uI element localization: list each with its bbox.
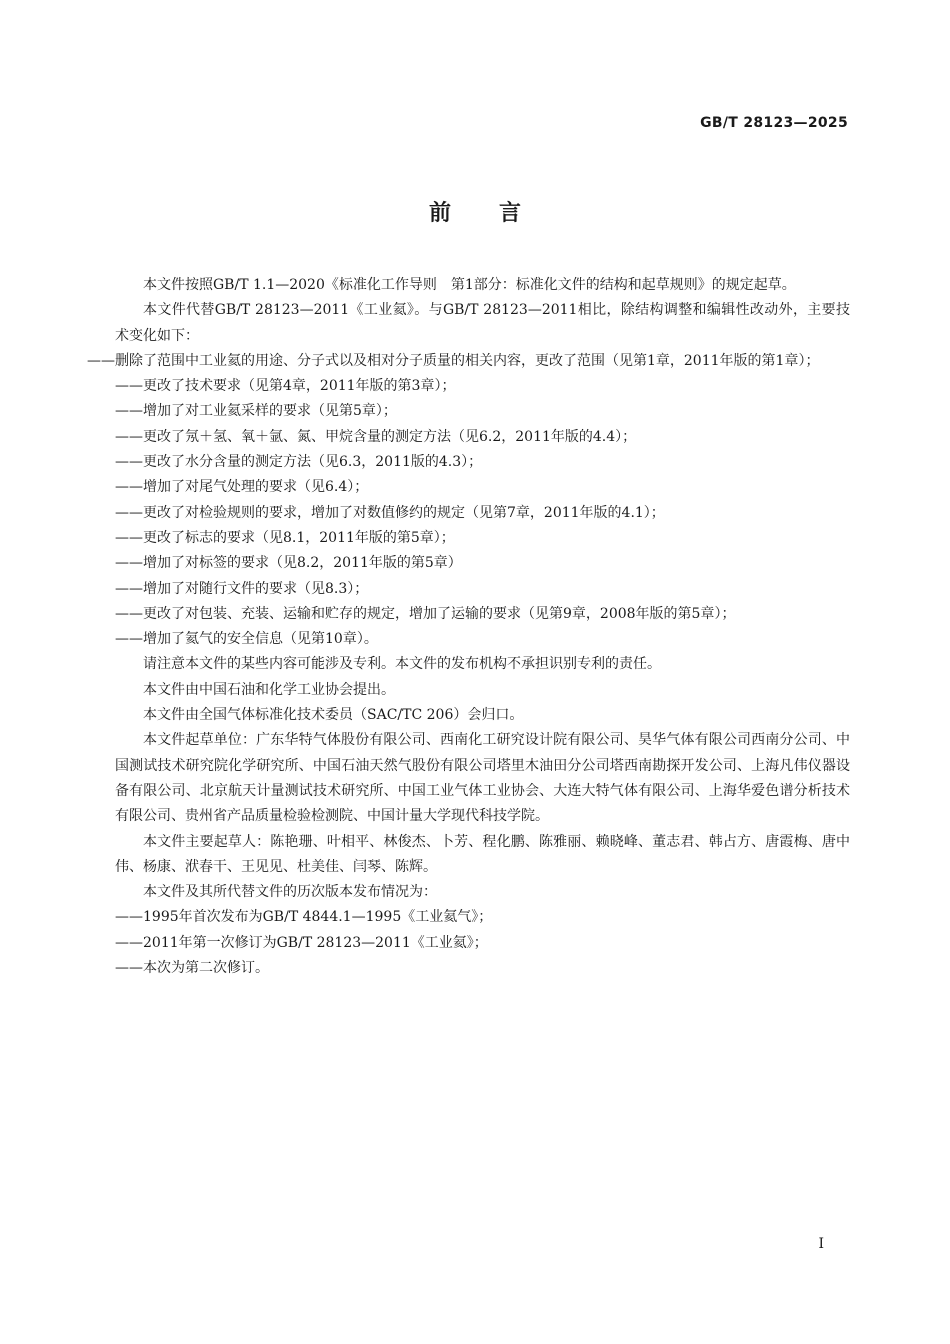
page-number: I xyxy=(818,1236,824,1252)
page-title: 前言 xyxy=(428,201,569,226)
change-item: ——增加了对工业氦采样的要求（见第5章）； xyxy=(115,403,397,420)
standard-code: GB/T 28123—2025 xyxy=(700,115,848,131)
paragraph-proposer: 本文件由中国石油和化学工业协会提出。 xyxy=(143,681,395,698)
paragraph-drafting-rules: 本文件按照GB/T 1.1—2020《标准化工作导则 第1部分：标准化文件的结构和起草规则》的规定起草。 xyxy=(143,277,796,293)
paragraph-drafters: 本文件主要起草人：陈艳珊、叶相平、林俊杰、卜芳、程化鹏、陈雅丽、赖晓峰、董志君、韩占方、唐霞梅、唐中伟、杨康、洑春干、王见见、杜美佳、闫琴、陈辉。 xyxy=(115,833,850,875)
foreword-body xyxy=(87,273,850,981)
change-item: ——删除了范围中工业氦的用途、分子式以及相对分子质量的相关内容，更改了范围（见第1章，2011年版的第1章）； xyxy=(87,352,820,369)
history-item: ——本次为第二次修订。 xyxy=(115,960,269,977)
change-item: ——增加了对随行文件的要求（见8.3）； xyxy=(115,580,369,597)
paragraph-replacement: 本文件代替GB/T 28123—2011《工业氦》。与GB/T 28123—2011相比，除结构调整和编辑性改动外，主要技术变化如下： xyxy=(115,302,850,344)
paragraph-patent-notice: 请注意本文件的某些内容可能涉及专利。本文件的发布机构不承担识别专利的责任。 xyxy=(143,656,661,673)
change-item: ——更改了对检验规则的要求，增加了对数值修约的规定（见第7章，2011年版的4.1）； xyxy=(115,504,665,521)
paragraph-drafting-units: 本文件起草单位：广东华特气体股份有限公司、西南化工研究设计院有限公司、昊华气体有限公司西南分公司、中国测试技术研究院化学研究所、中国石油天然气股份有限公司塔里木油田分公司塔西南勘探开发公司、上海凡伟仪器设备有限公司、北京航天计量测试技术研究所、中国工业气体工业协会、大连大特气体有限公司、上海华爱色谱分析技术有限公司、贵州省产品质量检验检测院、中国计量大学现代科技学院。 xyxy=(115,732,850,825)
paragraph-committee: 本文件由全国气体标准化技术委员（SAC/TC 206）会归口。 xyxy=(143,707,524,724)
history-item: ——2011年第一次修订为GB/T 28123—2011《工业氦》； xyxy=(115,934,488,951)
change-item: ——更改了标志的要求（见8.1，2011年版的第5章）； xyxy=(115,529,455,546)
change-item: ——更改了技术要求（见第4章，2011年版的第3章）； xyxy=(115,378,456,395)
change-item: ——增加了对尾气处理的要求（见6.4）； xyxy=(115,479,369,496)
history-item: ——1995年首次发布为GB/T 4844.1—1995《工业氦气》； xyxy=(115,909,493,926)
change-item: ——更改了水分含量的测定方法（见6.3，2011版的4.3）； xyxy=(115,454,483,471)
change-item: ——增加了对标签的要求（见8.2，2011年版的第5章） xyxy=(115,555,462,572)
change-item: ——更改了氖＋氢、氧＋氩、氮、甲烷含量的测定方法（见6.2，2011年版的4.4）； xyxy=(115,428,637,445)
change-item: ——更改了对包装、充装、运输和贮存的规定，增加了运输的要求（见第9章，2008年版的第5章）； xyxy=(115,605,736,622)
paragraph-history-intro: 本文件及其所代替文件的历次版本发布情况为： xyxy=(143,884,437,901)
change-item: ——增加了氦气的安全信息（见第10章）。 xyxy=(115,631,378,648)
